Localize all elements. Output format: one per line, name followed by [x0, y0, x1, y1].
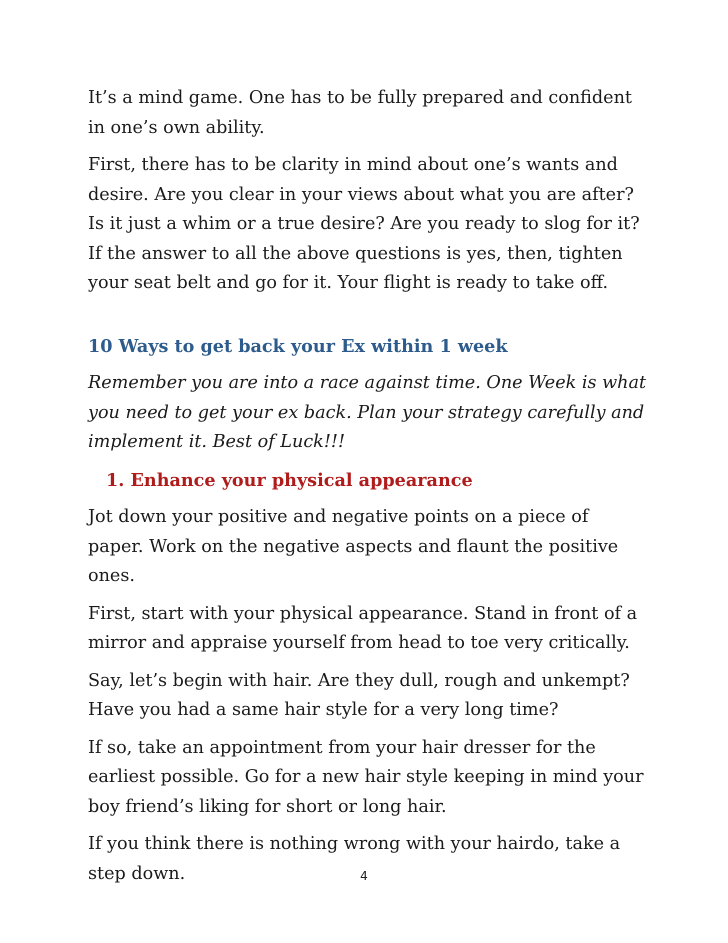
section-heading: 10 Ways to get back your Ex within 1 week	[88, 335, 508, 357]
paragraph-mind-game: It’s a mind game. One has to be fully prepared and confident in one’s own ability.	[88, 88, 632, 138]
paragraph-hairdo: If you think there is nothing wrong with your hairdo, take a step down.	[88, 834, 621, 884]
page-number: 4	[360, 869, 368, 883]
paragraph-jot-down: Jot down your positive and negative points on a piece of paper. Work on the negative aspects and flaunt the positive ones.	[88, 507, 619, 586]
paragraph-hair: Say, let’s begin with hair. Are they dull, rough and unkempt? Have you had a same hair style for a very long time?	[88, 670, 630, 720]
page-content	[88, 84, 648, 889]
item-1-heading: 1. Enhance your physical appearance	[106, 469, 473, 491]
paragraph-physical-appearance: First, start with your physical appearance. Stand in front of a mirror and appraise yourself from head to toe very critically.	[88, 603, 638, 653]
paragraph-clarity: First, there has to be clarity in mind about one’s wants and desire. Are you clear in your views about what you are after? Is it just a whim or a true desire? Are you ready to slog for it? If the answer to all the above questions is yes, then, tighten your seat belt and go for it. Your flight is ready to take off.	[88, 155, 640, 293]
paragraph-hair-dresser: If so, take an appointment from your hair dresser for the earliest possible. Go for a new hair style keeping in mind your boy friend’s liking for short or long hair.	[88, 737, 644, 817]
intro-paragraph: Remember you are into a race against time. One Week is what you need to get your ex back. Plan your strategy carefully and implement it. Best of Luck!!!	[88, 373, 647, 452]
